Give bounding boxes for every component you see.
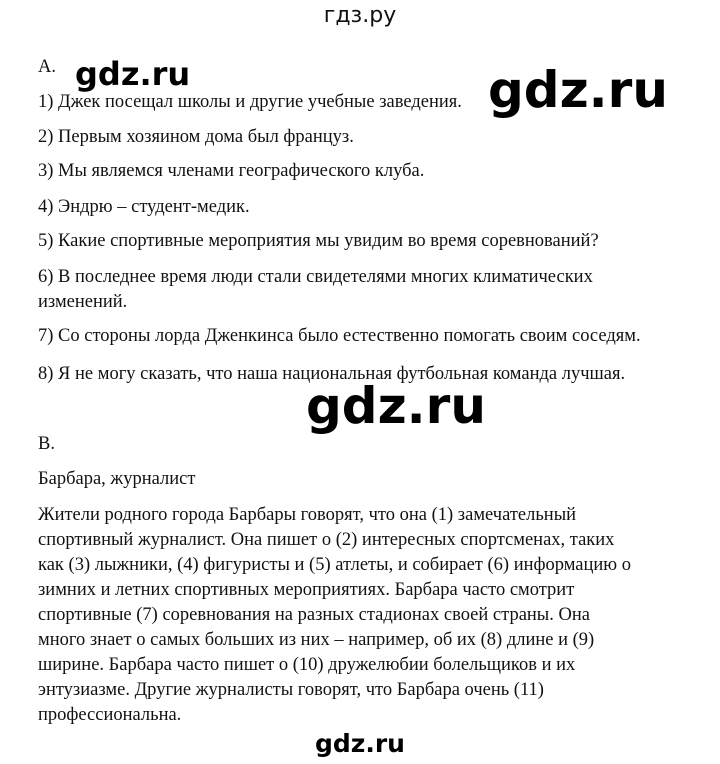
watermark-small: gdz.ru [75, 55, 191, 93]
sentence-8: 8) Я не могу сказать, что наша национальная футбольная команда лучшая. [38, 364, 626, 384]
section-b-label: B. [38, 434, 55, 454]
section-b-title: Барбара, журналист [38, 469, 196, 489]
site-header: гдз.ру [323, 3, 397, 28]
watermark-large-right: gdz.ru [488, 61, 668, 119]
section-a-label: A. [38, 57, 56, 77]
sentence-2: 2) Первым хозяином дома был француз. [38, 127, 354, 147]
section-b-paragraph: Жители родного города Барбары говорят, что она (1) замечательный спортивный журналист. Она пишет о (2) интересных спортсменах, таких как (3) лыжники, (4) фигуристы и (5) атлеты, и собирает (6) информацию о зимних и летних спортивных мероприятиях. Барбара часто смотрит спортивные (7) соревнования на разных стадионах своей страны. Она много знает о самых больших из них – например, об их (8) длине и (9) ширине. Барбара часто пишет о (10) дружелюбии болельщиков и их энтузиазме. Другие журналисты говорят, что Барбара очень (11) профессиональна. [38, 505, 631, 725]
sentence-7: 7) Со стороны лорда Дженкинса было естественно помогать своим соседям. [38, 326, 641, 346]
sentence-1: 1) Джек посещал школы и другие учебные заведения. [38, 92, 462, 112]
sentence-3: 3) Мы являемся членами географического клуба. [38, 161, 425, 181]
sentence-4: 4) Эндрю – студент-медик. [38, 197, 250, 217]
sentence-6: 6) В последнее время люди стали свидетелями многих климатических изменений. [38, 267, 593, 312]
watermark-footer: gdz.ru [315, 729, 405, 758]
sentence-5: 5) Какие спортивные мероприятия мы увидим во время соревнований? [38, 231, 599, 251]
watermark-middle: gdz.ru [306, 377, 486, 435]
